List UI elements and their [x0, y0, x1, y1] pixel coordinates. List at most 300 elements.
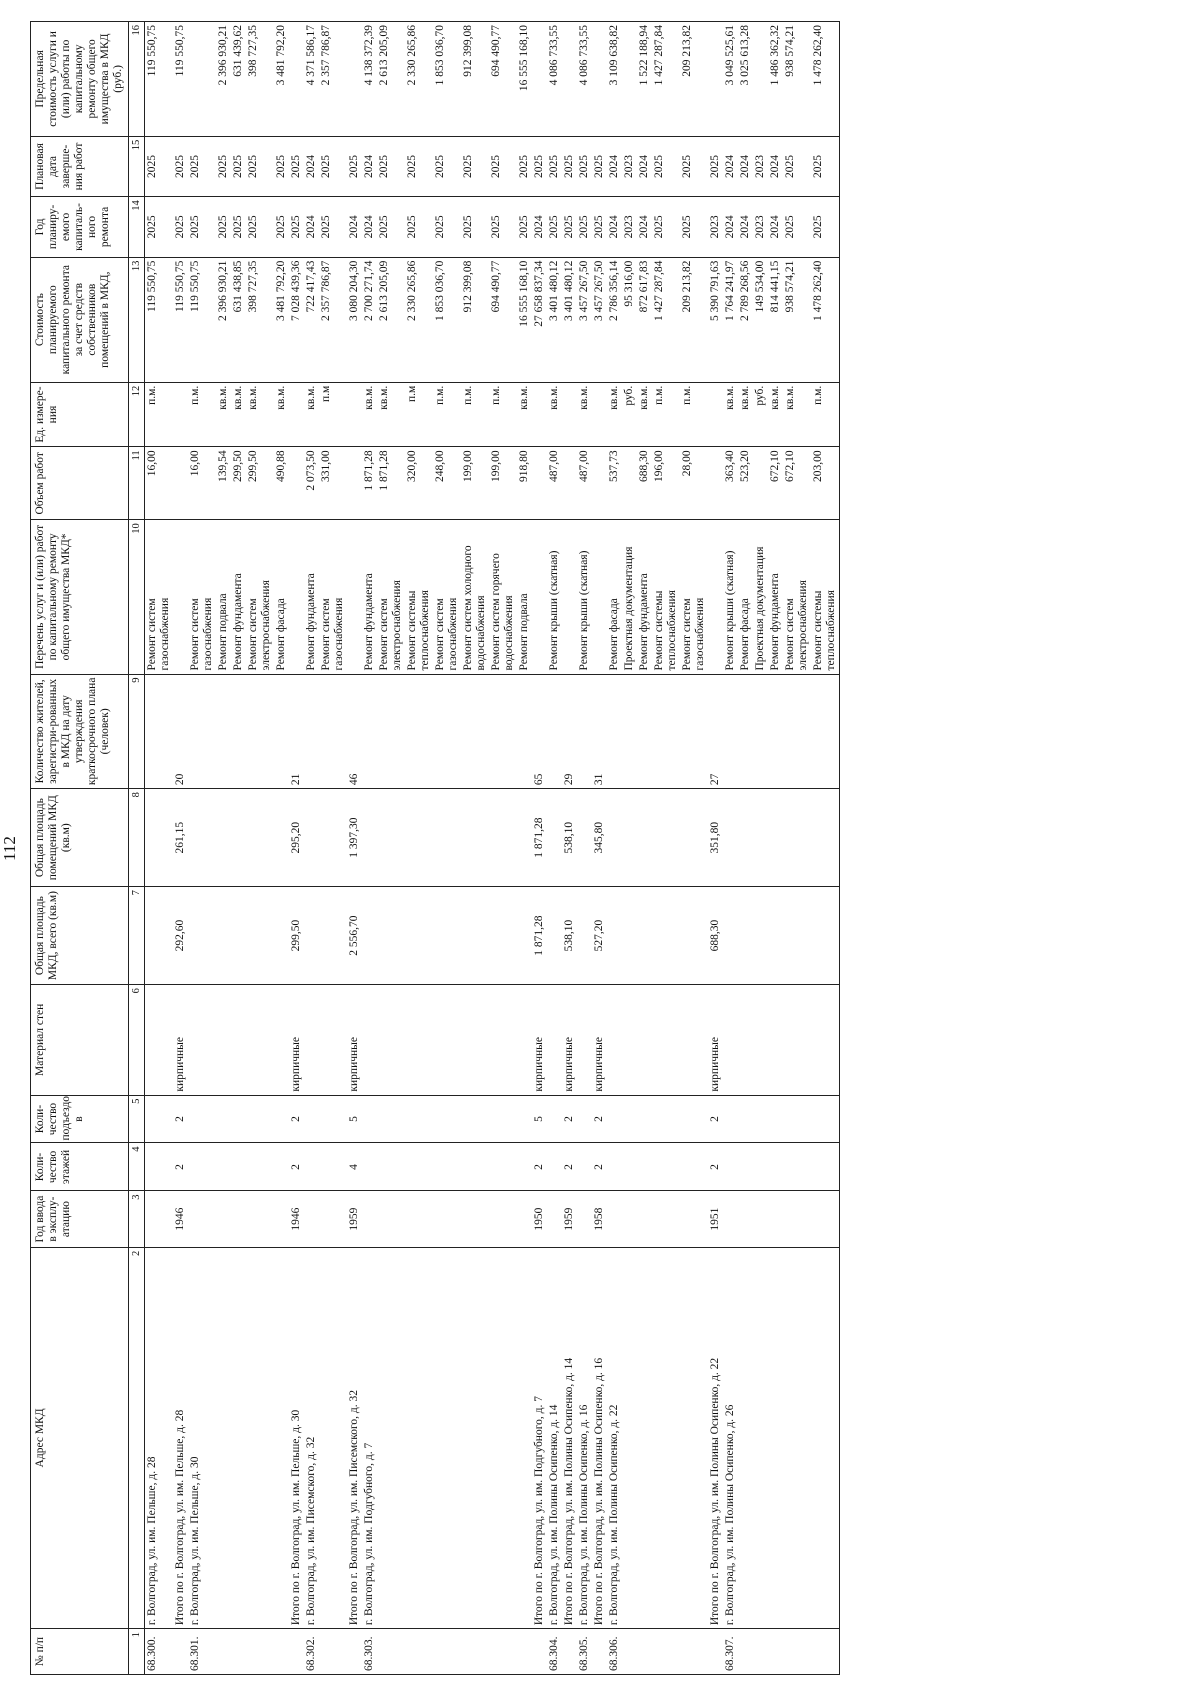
cell-num: [433, 1629, 461, 1675]
cell-floors: [622, 1143, 637, 1191]
cell-wall: [637, 985, 652, 1095]
cell-unit: кв.м.: [637, 382, 652, 447]
cell-year: 1946: [173, 1191, 188, 1247]
table-row: [547, 22, 562, 1675]
cell-addr: г. Волгоград, ул. им. Полины Осипенко, д. 16: [577, 1247, 592, 1628]
cell-year: [319, 1191, 347, 1247]
cell-floors: [738, 1143, 753, 1191]
cell-work: Ремонт фундамента: [362, 520, 377, 674]
cell-done: 2025: [592, 136, 607, 196]
cell-unit: кв.м.: [304, 382, 319, 447]
cell-done: 2025: [517, 136, 532, 196]
cell-plan: 2025: [547, 197, 562, 257]
cell-area2: [216, 789, 231, 887]
cell-vol: 299,50: [246, 447, 274, 520]
cell-wall: [607, 985, 622, 1095]
cell-res: [246, 674, 274, 789]
cell-done: 2024: [304, 136, 319, 196]
cell-year: [231, 1191, 246, 1247]
cell-area: [811, 887, 840, 985]
cell-addr: Итого по г. Волгоград, ул. им. Полины Осипенко, д. 14: [562, 1247, 577, 1628]
cell-wall: [783, 985, 811, 1095]
cell-floors: [489, 1143, 517, 1191]
cell-plan: 2024: [607, 197, 622, 257]
table-row: [532, 22, 547, 1675]
cell-unit: кв.м.: [723, 382, 738, 447]
cell-max: 4 371 586,17: [304, 22, 319, 137]
cell-floors: [517, 1143, 532, 1191]
cell-work: Ремонт подвала: [216, 520, 231, 674]
cell-work: Проектная документация: [622, 520, 637, 674]
cell-plan: 2025: [811, 197, 840, 257]
cell-area: 527,20: [592, 887, 607, 985]
cell-vol: 16,00: [188, 447, 216, 520]
cell-res: [607, 674, 622, 789]
column-number-4: 4: [129, 1143, 145, 1191]
table-row: [680, 22, 708, 1675]
cell-wall: [145, 985, 174, 1095]
table-row: [304, 22, 319, 1675]
cell-area: 299,50: [289, 887, 304, 985]
column-number-6: 6: [129, 985, 145, 1095]
cell-work: [173, 520, 188, 674]
cell-wall: [216, 985, 231, 1095]
cell-year: [753, 1191, 768, 1247]
column-header-13: Стоимость планируемого капитального ремонта за счет средств собственников помещений в МКД,: [31, 257, 129, 382]
cell-floors: 2: [532, 1143, 547, 1191]
cell-work: Ремонт систем горячего водоснабжения: [489, 520, 517, 674]
column-number-3: 3: [129, 1191, 145, 1247]
cell-res: [547, 674, 562, 789]
cell-area: [753, 887, 768, 985]
cell-unit: [532, 382, 547, 447]
cell-plan: 2025: [216, 197, 231, 257]
cell-floors: [188, 1143, 216, 1191]
cell-area2: [547, 789, 562, 887]
cell-area2: [246, 789, 274, 887]
cell-plan: 2025: [231, 197, 246, 257]
cell-entr: 2: [173, 1095, 188, 1143]
cell-work: [708, 520, 723, 674]
cell-vol: 199,00: [461, 447, 489, 520]
table-row: [433, 22, 461, 1675]
cell-year: [377, 1191, 405, 1247]
column-number-5: 5: [129, 1095, 145, 1143]
cell-entr: 2: [289, 1095, 304, 1143]
cell-area: [405, 887, 433, 985]
cell-area2: [768, 789, 783, 887]
cell-wall: [577, 985, 592, 1095]
cell-plan: 2025: [274, 197, 289, 257]
cell-wall: [723, 985, 738, 1095]
cell-addr: [652, 1247, 680, 1628]
cell-vol: [708, 447, 723, 520]
cell-unit: кв.м.: [768, 382, 783, 447]
cell-wall: [811, 985, 840, 1095]
cell-entr: [753, 1095, 768, 1143]
cell-num: [652, 1629, 680, 1675]
cell-area: [231, 887, 246, 985]
table-row: [753, 22, 768, 1675]
cell-area2: [517, 789, 532, 887]
cell-area2: [489, 789, 517, 887]
cell-unit: кв.м.: [783, 382, 811, 447]
cell-wall: [274, 985, 289, 1095]
cell-num: 68.301.: [188, 1629, 216, 1675]
cell-cost: 398 727,35: [246, 257, 274, 382]
column-number-12: 12: [129, 382, 145, 447]
column-number-14: 14: [129, 197, 145, 257]
cell-unit: кв.м.: [738, 382, 753, 447]
column-number-7: 7: [129, 887, 145, 985]
cell-floors: [377, 1143, 405, 1191]
cell-plan: 2025: [489, 197, 517, 257]
cell-addr: [738, 1247, 753, 1628]
column-header-6: Материал стен: [31, 985, 129, 1095]
cell-num: [753, 1629, 768, 1675]
cell-plan: 2025: [461, 197, 489, 257]
cell-plan: 2025: [405, 197, 433, 257]
cell-unit: руб.: [622, 382, 637, 447]
cell-area: [783, 887, 811, 985]
cell-cost: 5 390 791,63: [708, 257, 723, 382]
cell-floors: 2: [173, 1143, 188, 1191]
cell-plan: 2024: [362, 197, 377, 257]
cell-plan: 2025: [289, 197, 304, 257]
table-row: [188, 22, 216, 1675]
cell-area: [489, 887, 517, 985]
cell-res: [362, 674, 377, 789]
cell-area2: [362, 789, 377, 887]
cell-unit: [173, 382, 188, 447]
cell-done: 2025: [652, 136, 680, 196]
cell-plan: 2025: [680, 197, 708, 257]
cell-done: 2025: [532, 136, 547, 196]
cell-res: 46: [347, 674, 362, 789]
cell-area2: 345,80: [592, 789, 607, 887]
cell-done: 2024: [637, 136, 652, 196]
cell-addr: [783, 1247, 811, 1628]
cell-area2: 261,15: [173, 789, 188, 887]
cell-plan: 2025: [592, 197, 607, 257]
cell-cost: 95 316,00: [622, 257, 637, 382]
cell-area2: [145, 789, 174, 887]
cell-unit: кв.м.: [231, 382, 246, 447]
cell-res: [231, 674, 246, 789]
cell-work: Ремонт фасада: [274, 520, 289, 674]
cell-work: Ремонт систем газоснабжения: [188, 520, 216, 674]
table-row: [216, 22, 231, 1675]
cell-addr: г. Волгоград, ул. им. Писемского, д. 32: [304, 1247, 319, 1628]
page-number: 112: [0, 836, 19, 861]
cell-area2: [652, 789, 680, 887]
cell-wall: [680, 985, 708, 1095]
cell-floors: [362, 1143, 377, 1191]
cell-area2: 295,20: [289, 789, 304, 887]
cell-area: [216, 887, 231, 985]
table-row: [246, 22, 274, 1675]
cell-area2: 351,80: [708, 789, 723, 887]
cell-year: [433, 1191, 461, 1247]
table-row: [274, 22, 289, 1675]
cell-wall: [188, 985, 216, 1095]
cell-year: 1959: [562, 1191, 577, 1247]
capital-repair-table: [30, 21, 840, 1675]
cell-res: 27: [708, 674, 723, 789]
cell-max: 398 727,35: [246, 22, 274, 137]
cell-res: 21: [289, 674, 304, 789]
cell-num: [517, 1629, 532, 1675]
cell-max: 3 025 613,28: [738, 22, 753, 137]
column-number-13: 13: [129, 257, 145, 382]
cell-year: [188, 1191, 216, 1247]
cell-wall: кирпичные: [289, 985, 304, 1095]
cell-vol: 672,10: [768, 447, 783, 520]
cell-cost: 912 399,08: [461, 257, 489, 382]
cell-done: 2025: [377, 136, 405, 196]
cell-done: 2025: [145, 136, 174, 196]
cell-year: [723, 1191, 738, 1247]
cell-area: [377, 887, 405, 985]
cell-done: 2025: [216, 136, 231, 196]
cell-vol: [562, 447, 577, 520]
cell-entr: [319, 1095, 347, 1143]
cell-num: [405, 1629, 433, 1675]
cell-vol: 196,00: [652, 447, 680, 520]
cell-work: Ремонт систем газоснабжения: [680, 520, 708, 674]
cell-unit: п.м.: [680, 382, 708, 447]
cell-addr: г. Волгоград, ул. им. Пельше, д. 30: [188, 1247, 216, 1628]
cell-num: [783, 1629, 811, 1675]
cell-area: 538,10: [562, 887, 577, 985]
cell-max: 1 427 287,84: [652, 22, 680, 137]
cell-num: 68.304.: [547, 1629, 562, 1675]
cell-entr: [637, 1095, 652, 1143]
cell-vol: 16,00: [145, 447, 174, 520]
cell-floors: [637, 1143, 652, 1191]
cell-cost: 119 550,75: [188, 257, 216, 382]
cell-wall: [738, 985, 753, 1095]
cell-entr: [517, 1095, 532, 1143]
cell-max: [592, 22, 607, 137]
cell-wall: [377, 985, 405, 1095]
cell-wall: [768, 985, 783, 1095]
cell-max: 4 138 372,39: [362, 22, 377, 137]
cell-wall: [231, 985, 246, 1095]
column-header-14: Год планиру-емого капиталь-ного ремонта: [31, 197, 129, 257]
cell-floors: [680, 1143, 708, 1191]
cell-max: [347, 22, 362, 137]
table-row: [517, 22, 532, 1675]
cell-unit: п.м.: [652, 382, 680, 447]
cell-cost: 2 700 271,74: [362, 257, 377, 382]
cell-work: Ремонт систем газоснабжения: [433, 520, 461, 674]
column-header-3: Год ввода в эксплу-атацию: [31, 1191, 129, 1247]
cell-floors: [304, 1143, 319, 1191]
cell-max: 119 550,75: [173, 22, 188, 137]
cell-plan: 2024: [347, 197, 362, 257]
cell-entr: [145, 1095, 174, 1143]
cell-addr: г. Волгоград, ул. им. Полины Осипенко, д. 26: [723, 1247, 738, 1628]
table-row: [783, 22, 811, 1675]
cell-year: 1950: [532, 1191, 547, 1247]
cell-area: [577, 887, 592, 985]
cell-unit: кв.м.: [216, 382, 231, 447]
cell-area2: [319, 789, 347, 887]
cell-area: [768, 887, 783, 985]
table-row: [622, 22, 637, 1675]
cell-done: 2024: [738, 136, 753, 196]
cell-area2: [577, 789, 592, 887]
cell-entr: [377, 1095, 405, 1143]
cell-unit: кв.м.: [274, 382, 289, 447]
cell-work: Ремонт систем электроснабжения: [246, 520, 274, 674]
cell-num: [637, 1629, 652, 1675]
cell-cost: 119 550,75: [173, 257, 188, 382]
cell-max: [289, 22, 304, 137]
cell-addr: Итого по г. Волгоград, ул. им. Писемского, д. 32: [347, 1247, 362, 1628]
cell-addr: [489, 1247, 517, 1628]
cell-vol: 487,00: [577, 447, 592, 520]
cell-done: 2025: [562, 136, 577, 196]
cell-floors: [461, 1143, 489, 1191]
cell-year: [577, 1191, 592, 1247]
cell-wall: [319, 985, 347, 1095]
cell-wall: [753, 985, 768, 1095]
cell-entr: 5: [532, 1095, 547, 1143]
cell-area: [517, 887, 532, 985]
cell-plan: 2025: [377, 197, 405, 257]
cell-done: 2023: [622, 136, 637, 196]
cell-addr: [377, 1247, 405, 1628]
cell-unit: п.м.: [461, 382, 489, 447]
cell-res: [652, 674, 680, 789]
cell-area: [723, 887, 738, 985]
cell-cost: 27 658 837,34: [532, 257, 547, 382]
table-row: [377, 22, 405, 1675]
cell-res: [783, 674, 811, 789]
cell-res: [517, 674, 532, 789]
cell-area2: [783, 789, 811, 887]
cell-res: [216, 674, 231, 789]
cell-max: 938 574,21: [783, 22, 811, 137]
cell-entr: [547, 1095, 562, 1143]
cell-year: [405, 1191, 433, 1247]
table-row: [289, 22, 304, 1675]
cell-entr: [274, 1095, 289, 1143]
cell-area: [652, 887, 680, 985]
cell-entr: [405, 1095, 433, 1143]
cell-entr: 2: [708, 1095, 723, 1143]
cell-area: [461, 887, 489, 985]
cell-year: [547, 1191, 562, 1247]
cell-entr: [607, 1095, 622, 1143]
table-body: [145, 22, 840, 1675]
cell-work: Ремонт фундамента: [231, 520, 246, 674]
cell-cost: 3 401 480,12: [562, 257, 577, 382]
cell-area: 2 556,70: [347, 887, 362, 985]
cell-num: [347, 1629, 362, 1675]
cell-work: [592, 520, 607, 674]
cell-num: 68.300.: [145, 1629, 174, 1675]
cell-unit: [592, 382, 607, 447]
cell-vol: 299,50: [231, 447, 246, 520]
cell-max: 694 490,77: [489, 22, 517, 137]
cell-done: 2025: [489, 136, 517, 196]
cell-res: [577, 674, 592, 789]
cell-work: [347, 520, 362, 674]
cell-year: [274, 1191, 289, 1247]
cell-cost: 3 457 267,50: [592, 257, 607, 382]
cell-vol: 331,00: [319, 447, 347, 520]
cell-wall: [461, 985, 489, 1095]
cell-area: [188, 887, 216, 985]
cell-floors: [547, 1143, 562, 1191]
table-row: [347, 22, 362, 1675]
cell-floors: [405, 1143, 433, 1191]
cell-res: [753, 674, 768, 789]
cell-num: [461, 1629, 489, 1675]
cell-entr: [783, 1095, 811, 1143]
cell-unit: п.м.: [188, 382, 216, 447]
cell-cost: 1 764 241,97: [723, 257, 738, 382]
cell-entr: [489, 1095, 517, 1143]
cell-wall: кирпичные: [708, 985, 723, 1095]
cell-vol: 523,20: [738, 447, 753, 520]
cell-plan: 2025: [246, 197, 274, 257]
cell-addr: [246, 1247, 274, 1628]
cell-area2: [753, 789, 768, 887]
cell-max: 1 522 188,94: [637, 22, 652, 137]
cell-cost: 814 441,15: [768, 257, 783, 382]
cell-done: 2025: [173, 136, 188, 196]
cell-floors: [145, 1143, 174, 1191]
cell-entr: [738, 1095, 753, 1143]
cell-area: [433, 887, 461, 985]
cell-year: [489, 1191, 517, 1247]
cell-res: [274, 674, 289, 789]
cell-work: Ремонт систем электроснабжения: [783, 520, 811, 674]
cell-res: [622, 674, 637, 789]
cell-max: 1 853 036,70: [433, 22, 461, 137]
cell-floors: [577, 1143, 592, 1191]
cell-res: [811, 674, 840, 789]
cell-area2: [723, 789, 738, 887]
column-header-10: Перечень услуг и (или) работ по капитальному ремонту общего имущества МКД*: [31, 520, 129, 674]
cell-vol: 2 073,50: [304, 447, 319, 520]
cell-area: [607, 887, 622, 985]
cell-num: [319, 1629, 347, 1675]
cell-area2: [377, 789, 405, 887]
cell-plan: 2025: [562, 197, 577, 257]
cell-done: 2025: [547, 136, 562, 196]
cell-area: [547, 887, 562, 985]
cell-floors: [753, 1143, 768, 1191]
cell-work: Ремонт систем холодного водоснабжения: [461, 520, 489, 674]
cell-year: 1959: [347, 1191, 362, 1247]
cell-plan: 2025: [433, 197, 461, 257]
column-header-9: Количество жителей, зарегистри-рованных в МКД на дату утверждения краткосрочного плана (человек): [31, 674, 129, 789]
cell-res: [188, 674, 216, 789]
cell-entr: [622, 1095, 637, 1143]
cell-vol: 139,54: [216, 447, 231, 520]
cell-done: 2024: [362, 136, 377, 196]
cell-area2: [433, 789, 461, 887]
cell-max: 2 613 205,09: [377, 22, 405, 137]
cell-entr: [216, 1095, 231, 1143]
cell-wall: [489, 985, 517, 1095]
cell-cost: 1 853 036,70: [433, 257, 461, 382]
